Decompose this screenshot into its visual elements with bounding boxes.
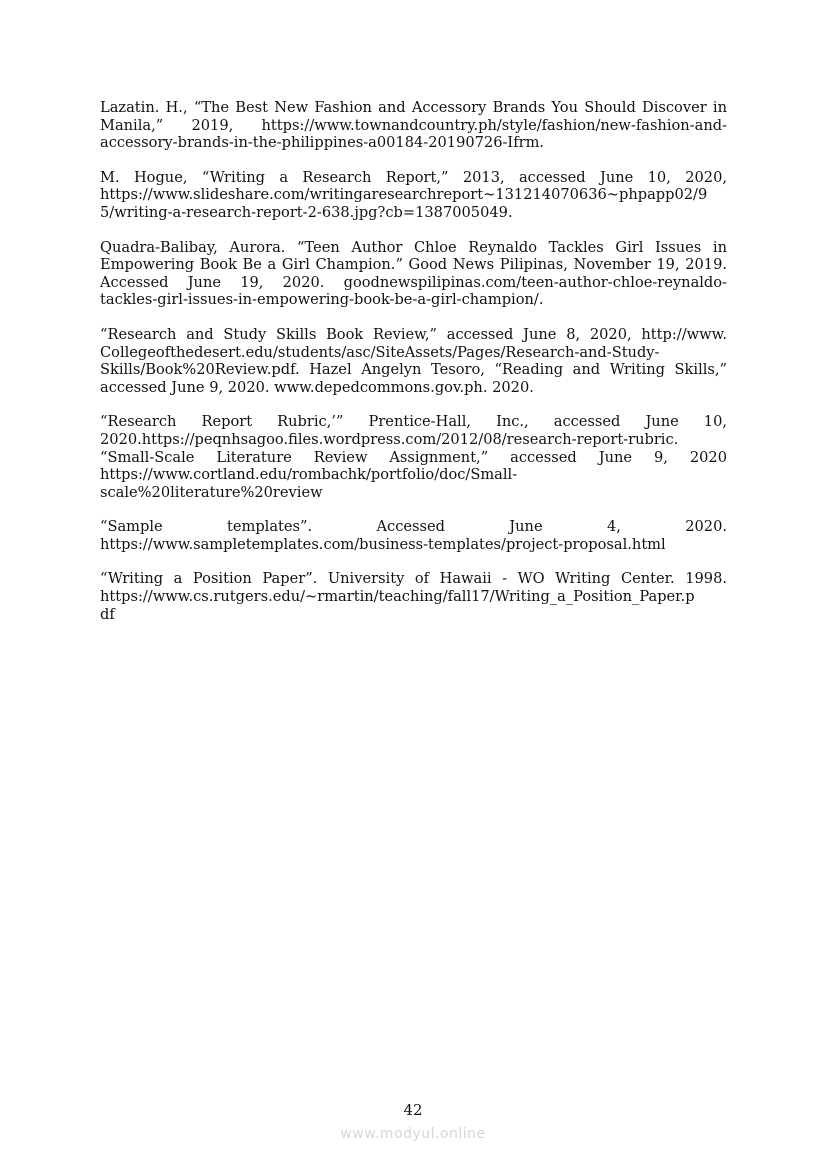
watermark: www.modyul.online (340, 1126, 486, 1142)
reference-line: Quadra-Balibay, Aurora. “Teen Author Chloe Reynaldo Tackles Girl Issues in (100, 238, 727, 256)
reference-line: https://www.cs.rutgers.edu/~rmartin/teaching/fall17/Writing_a_Position_Paper.p (100, 588, 695, 606)
reference-line: 5/writing-a-research-report-2-638.jpg?cb=1387005049. (100, 203, 513, 221)
reference-line: Collegeofthedesert.edu/students/asc/SiteAssets/Pages/Research-and-Study- (100, 343, 660, 361)
reference-line: Manila,” 2019, https://www.townandcountry.ph/style/fashion/new-fashion-and- (100, 116, 727, 134)
reference-line: accessory-brands-in-the-philippines-a00184-20190726-Ifrm. (100, 134, 545, 152)
reference-list (100, 99, 727, 640)
reference-line: https://www.sampletemplates.com/business-templates/project-proposal.html (100, 535, 666, 553)
reference-line: “Research and Study Skills Book Review,” accessed June 8, 2020, http://www. (100, 325, 727, 343)
reference-line: “Sample templates”. Accessed June 4, 2020. (100, 518, 727, 536)
reference-line: “Writing a Position Paper”. University of Hawaii - WO Writing Center. 1998. (100, 570, 727, 588)
reference-line: accessed June 9, 2020. www.depedcommons.gov.ph. 2020. (100, 378, 534, 396)
reference-line: Lazatin. H., “The Best New Fashion and Accessory Brands You Should Discover in (100, 99, 727, 116)
reference-line: Skills/Book%20Review.pdf. Hazel Angelyn Tesoro, “Reading and Writing Skills,” (100, 361, 727, 379)
reference-line: https://www.cortland.edu/rombachk/portfolio/doc/Small- (100, 466, 518, 484)
reference-line: “Research Report Rubric,’” Prentice-Hall, Inc., accessed June 10, (100, 413, 727, 431)
reference-entry-sample-templates (100, 518, 727, 553)
reference-line: scale%20literature%20review (100, 483, 323, 501)
reference-line: 2020.https://peqnhsagoo.files.wordpress.com/2012/08/research-report-rubric. (100, 430, 679, 448)
reference-line: Accessed June 19, 2020. goodnewspilipinas.com/teen-author-chloe-reynaldo- (100, 273, 727, 291)
reference-entry-position-paper (100, 570, 727, 623)
reference-line: M. Hogue, “Writing a Research Report,” 2013, accessed June 10, 2020, (100, 168, 727, 186)
reference-line: https://www.slideshare.com/writingaresearchreport~131214070636~phpapp02/9 (100, 186, 708, 204)
reference-entry-study-skills (100, 326, 727, 396)
reference-entry-lazatin (100, 99, 727, 152)
reference-line: “Small-Scale Literature Review Assignment,” accessed June 9, 2020 (100, 448, 727, 466)
reference-entry-report-rubric (100, 413, 727, 448)
reference-line: df (100, 605, 115, 623)
reference-entry-hogue (100, 169, 727, 222)
reference-line: tackles-girl-issues-in-empowering-book-be-a-girl-champion/. (100, 291, 544, 309)
page-number: 42 (403, 1101, 423, 1119)
reference-entry-quadra-balibay (100, 239, 727, 309)
reference-line: Empowering Book Be a Girl Champion.” Good News Pilipinas, November 19, 2019. (100, 256, 727, 274)
reference-entry-small-scale (100, 449, 727, 502)
